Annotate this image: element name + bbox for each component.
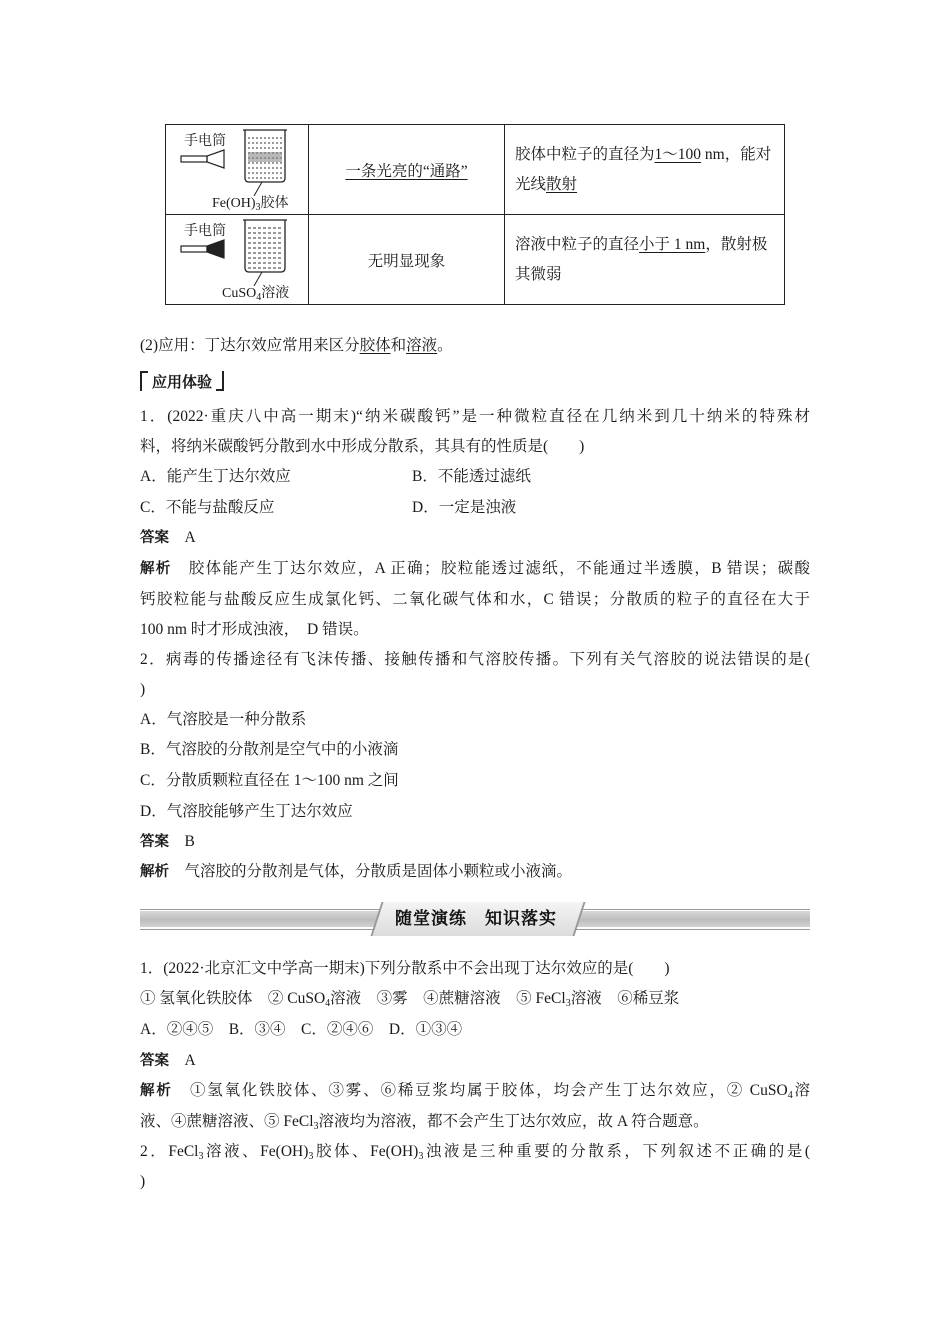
bracket-left-icon xyxy=(140,371,148,391)
diagram-cell-colloid xyxy=(166,125,309,215)
solution-label: CuSO$_4$溶液 xyxy=(222,285,290,303)
q1-analysis-line2: 钙胶粒能与盐酸反应生成氯化钙、二氧化碳气体和水，C 错误；分散质的粒子的直径在大于 xyxy=(140,591,810,608)
beaker-icon xyxy=(242,128,288,184)
flashlight-label: 手电筒 xyxy=(184,133,226,149)
application-line: (2)应用：丁达尔效应常用来区分胶体和溶液。 xyxy=(140,337,453,354)
flashlight-label: 手电筒 xyxy=(184,223,226,239)
q2-stem-line2: ) xyxy=(140,681,146,698)
section-title-practice: 应用体验 xyxy=(140,370,224,392)
flashlight-icon xyxy=(180,238,232,260)
q1-analysis-line3: 100 nm 时才形成浊液， D 错误。 xyxy=(140,621,369,638)
diagram-cell-solution xyxy=(166,215,309,305)
q1-option-d: D．一定是浊液 xyxy=(412,499,517,516)
q1-option-c: C．不能与盐酸反应 xyxy=(140,499,275,516)
q4-stem-line1: 2．FeCl$_3$溶液、$Fe(OH)_3$胶体、$Fe(OH)_3$浊液是三种重要的分散系，下列叙述不正确的是( xyxy=(140,1143,810,1162)
q2-answer: 答案 B xyxy=(140,833,195,850)
q3-analysis-line2: 液、④蔗糖溶液、⑤ FeCl$_3$溶液均为溶液，都不会产生丁达尔效应，故 A 符合题意。 xyxy=(140,1113,709,1132)
explanation-solution: 溶液中粒子的直径小于 1 nm，散射极其微弱 xyxy=(505,215,785,305)
q1-stem-line1: 1．(2022·重庆八中高一期末)“纳米碳酸钙”是一种微粒直径在几纳米到几十纳米的特殊材 xyxy=(140,408,810,425)
banner-title: 随堂演练 知识落实 xyxy=(395,909,557,929)
q3-analysis-line1: 解析 ①氢氧化铁胶体、③雾、⑥稀豆浆均属于胶体，均会产生丁达尔效应，② CuSO$_4$溶 xyxy=(140,1082,811,1101)
q4-stem-line2: ) xyxy=(140,1173,146,1190)
phenomenon-colloid: 一条光亮的“通路” xyxy=(309,125,505,215)
beaker-icon xyxy=(242,218,288,274)
q3-items: ① 氢氧化铁胶体 ② CuSO$_4$溶液 ③雾 ④蔗糖溶液 ⑤ FeCl$_3$溶液 ⑥稀豆浆 xyxy=(140,990,680,1009)
q3-stem: 1．(2022·北京汇文中学高一期末)下列分散系中不会出现丁达尔效应的是( ) xyxy=(140,960,670,977)
tyndall-table xyxy=(165,124,785,305)
bracket-right-icon xyxy=(216,371,224,391)
q1-answer: 答案 A xyxy=(140,529,196,546)
q2-option-d: D．气溶胶能够产生丁达尔效应 xyxy=(140,803,353,820)
q1-stem-line2: 料，将纳米碳酸钙分散到水中形成分散系，其具有的性质是( ) xyxy=(140,438,585,455)
q1-analysis-line1: 解析 胶体能产生丁达尔效应，A 正确；胶粒能透过滤纸，不能通过半透膜，B 错误；碳酸 xyxy=(140,560,810,577)
q2-analysis: 解析 气溶胶的分散剂是气体，分散质是固体小颗粒或小液滴。 xyxy=(140,863,573,880)
q2-option-c: C．分散质颗粒直径在 1～100 nm 之间 xyxy=(140,772,399,789)
q2-stem-line1: 2．病毒的传播途径有飞沫传播、接触传播和气溶胶传播。下列有关气溶胶的说法错误的是( xyxy=(140,651,810,668)
colloid-label: $Fe(OH)_3$胶体 xyxy=(212,195,289,213)
phenomenon-solution: 无明显现象 xyxy=(309,215,505,305)
q2-option-a: A．气溶胶是一种分散系 xyxy=(140,711,307,728)
q3-options: A．②④⑤ B．③④ C．②④⑥ D．①③④ xyxy=(140,1021,463,1038)
flashlight-icon xyxy=(180,148,232,170)
q1-option-a: A．能产生丁达尔效应 xyxy=(140,468,291,485)
section-banner xyxy=(140,902,810,936)
q3-answer: 答案 A xyxy=(140,1052,196,1069)
explanation-colloid: 胶体中粒子的直径为1～100 nm，能对光线散射 xyxy=(505,125,785,215)
q1-option-b: B．不能透过滤纸 xyxy=(412,468,531,485)
q2-option-b: B．气溶胶的分散剂是空气中的小液滴 xyxy=(140,741,399,758)
